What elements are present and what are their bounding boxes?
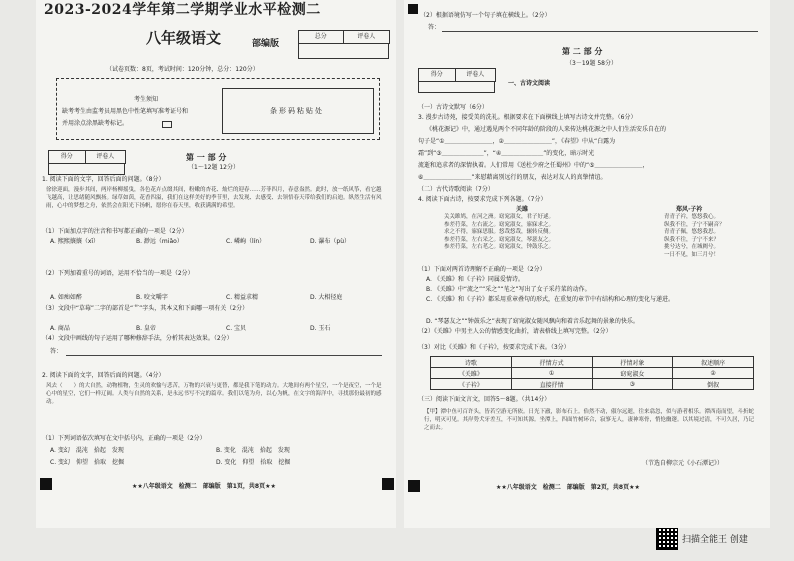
table-header: 抒情对象	[592, 357, 673, 368]
part2-score-box	[418, 68, 496, 82]
registration-mark	[40, 478, 52, 490]
table-header: 抒情方式	[511, 357, 592, 368]
answer-line[interactable]	[442, 31, 758, 32]
poem-line: 纵我不往，子宁不嗣音？	[664, 221, 725, 228]
poem-line: 青青子衿，悠悠我心。	[664, 214, 720, 220]
poem-line: 参差荇菜，左右流之。窈窕淑女，寤寐求之。	[444, 221, 555, 228]
section-1-3: （三）阅读下面文言文，回答5～8题。（共14分）	[418, 396, 551, 403]
part2-title: 第 二 部 分	[562, 47, 603, 56]
question-4: 4. 阅读下面古诗，按要求完成下列各题。（7分）	[418, 196, 547, 203]
score-label: 得分	[49, 151, 86, 163]
q1-3-option-c[interactable]: C. 宝贝	[226, 325, 247, 332]
q4-1-option-c[interactable]: C. 《关雎》和《子衿》都采用重章叠句的形式，在重复的章节中有结构和心理的变化与递进。	[426, 296, 675, 303]
grader-label: 评卷人	[466, 71, 485, 78]
answer-line[interactable]	[66, 355, 382, 356]
q2-1-option-b[interactable]: B. 变化 混沌 拾起 发现	[216, 447, 290, 454]
question-3: 3. 漫步古诗苑，接受美的洗礼。根据要求在下面横线上填写古诗文并完整。（6分）	[418, 114, 637, 121]
exam-title: 2023-2024学年第二学期学业水平检测二	[44, 2, 321, 18]
table-cell: 倒叙	[673, 379, 754, 390]
part1-subtitle: （1～12题 12分）	[188, 164, 239, 171]
passage-source: （节选自柳宗元《小石潭记》）	[642, 460, 724, 467]
exam-page-1	[36, 0, 396, 528]
q2-1-option-a[interactable]: A. 变幻 混沌 拾起 发现	[50, 447, 124, 454]
table-header-row	[431, 357, 754, 368]
q2-passage: 风去（ ）的大自然，动物植物，生灵的欢愉与悲苦，万物的兴衰与更替，都是我下笔的动力。大地间有两个星空，一个是夜空，一个是心中的星空，它们一样辽阔。人类与自然的关系，是永远书写不完的篇章。我们以笔为舟，以心为帆，在文字的海洋中，寻找那份最初的感动。	[46, 383, 382, 405]
section-1-title: 一、古诗文阅读	[508, 80, 551, 87]
q4-3: （3）对比《关雎》和《子衿》，按要求完成下表。（3分）	[418, 344, 570, 351]
q4-1-option-a[interactable]: A. 《关雎》和《子衿》同属爱情诗。	[426, 276, 524, 283]
poem-line: 一日不见，如三月兮！	[664, 251, 720, 258]
part2-score-cells[interactable]	[418, 81, 495, 93]
score-label: 得分	[419, 69, 456, 81]
table-header: 诗歌	[431, 357, 512, 368]
part1-title: 第 一 部 分	[186, 153, 227, 162]
scanner-watermark: 扫描全能王 创建	[682, 535, 748, 545]
grader-label: 评卷人	[96, 153, 115, 160]
classical-passage: 【甲】潭中鱼可百许头，皆若空游无所依。日光下澈，影布石上。佁然不动，俶尔远逝，往来翕忽，似与游者相乐。潭西南而望，斗折蛇行，明灭可见。其岸势犬牙差互，不可知其源。坐潭上，四面竹树环合，寂寥无人，凄神寒骨，悄怆幽邃。以其境过清，不可久居，乃记之而去。	[424, 409, 755, 431]
q1-1-option-c[interactable]: C. 嶙峋（lín）	[226, 238, 266, 245]
total-score-label: 总分	[299, 31, 344, 43]
exam-info: （试卷页数：8页，考试时间：120分钟，总分：120分）	[106, 66, 259, 73]
poem-line: 挑兮达兮，在城阙兮。	[664, 244, 720, 250]
q1-2-option-b[interactable]: B. 咬文嚼字	[136, 294, 168, 301]
part1-score-cells[interactable]	[48, 163, 125, 175]
q3-line-5[interactable]: ⑥＿＿＿＿＿＿＿＿”来慰藉离别远行的朋友，表达对友人的真挚情谊。	[418, 174, 607, 181]
table-header: 叙述顺序	[673, 357, 754, 368]
registration-mark	[408, 4, 418, 14]
question-2: 2. 阅读下面的文字，回答后面的问题。（4分）	[42, 372, 165, 379]
q3-line-4[interactable]: 流逝和追求者的深情执着。人们常用《送杜少府之任蜀州》中的“⑤＿＿＿＿＿＿＿＿，	[418, 162, 649, 169]
q1-2: （2）下列加着重号的词语，运用不恰当的一项是（2分）	[42, 270, 194, 277]
q1-2-option-c[interactable]: C. 精益求精	[226, 294, 259, 301]
section-1-1: （一）古诗文默写（6分）	[418, 104, 488, 111]
total-score-box	[298, 30, 390, 44]
q1-1-option-d[interactable]: D. 瀑布（pù）	[310, 238, 351, 245]
page-footer: ★★八年级语文 检测二 部编版 第1页，共8页★★	[132, 483, 276, 490]
absent-mark-box[interactable]	[162, 121, 172, 128]
subject-title: 八年级语文	[146, 29, 222, 47]
q4-1-option-b[interactable]: B. 《关雎》中“流之”“采之”“芼之”写出了女子采荇菜的动作。	[426, 286, 591, 293]
q1-passage: 徐徐迎面，漫步其间，两岸杨柳摇曳，各色花卉点缀其间，粉嫩的杏花、灿烂的迎春……芳菲四月，春意盎然。此时，放一纸风筝，看它越飞越高，让思绪随风飘扬。绿草如茵，花香四溢，我们在这样美好的季节里，去发现、去感受、去领悟春天带给我们的启迪。纵然生活有风雨，心中的梦想之舟，依然会在阳光下扬帆，愿你在春天里，收获满满的希望。	[46, 187, 382, 209]
poem-line: 关关雎鸠，在河之洲。窈窕淑女，君子好逑。	[444, 214, 555, 220]
notice-title: 考生须知	[134, 96, 159, 103]
grader-label: 评卷人	[357, 33, 376, 40]
section-1-2: （二）古代诗歌阅读（7分）	[418, 186, 494, 193]
q2-1: （1）下列词语依次填写在文中括号内，正确的一项是（2分）	[42, 435, 206, 442]
q4-2: （2）《关雎》中男主人公的情感变化曲折，请表格线上填写完整。（2分）	[418, 328, 612, 335]
poem-2-body	[664, 214, 725, 259]
q1-3-option-a[interactable]: A. 商品	[50, 325, 70, 332]
table-cell: 《子衿》	[431, 379, 512, 390]
comparison-table	[430, 356, 754, 390]
q1-4-answer: 答：	[50, 348, 63, 355]
q3-line-3[interactable]: 霜”到“③＿＿＿＿＿＿＿”，“④＿＿＿＿＿＿＿”的变化，暗示时光	[418, 150, 595, 157]
poem-line: 求之不得，寤寐思服。悠哉悠哉，辗转反侧。	[444, 229, 555, 235]
q1-3-option-b[interactable]: B. 皇帝	[136, 325, 156, 332]
page-footer: ★★八年级语文 检测二 部编版 第2页，共8页★★	[496, 484, 640, 491]
poem-1-body	[444, 214, 554, 252]
question-1: 1. 阅读下面的文字，回答后面的问题。（8分）	[42, 176, 165, 183]
total-score-cells[interactable]	[298, 43, 389, 59]
notice-line-1: 缺考考生由监考员用黑色中性笔填写准考证号和	[62, 108, 189, 115]
q1-2-option-d[interactable]: D. 大相径庭	[310, 294, 343, 301]
part2-subtitle: （3－19题 58分）	[566, 60, 617, 67]
part1-score-box	[48, 150, 126, 164]
q2-2-answer: 答：	[428, 24, 441, 31]
poem-2-title: 郑风·子衿	[676, 206, 703, 213]
q1-1-option-b[interactable]: B. 渺远（miǎo）	[136, 238, 183, 245]
table-cell[interactable]: ②	[673, 368, 754, 379]
q1-3: （3）文段中“草莓”二字的部首是“艹”字头，其本义和下面哪一项有关（2分）	[42, 305, 249, 312]
q2-1-option-c[interactable]: C. 变幻 仰望 拾取 挖掘	[50, 459, 125, 466]
poem-line: 参差荇菜，左右采之。窈窕淑女，琴瑟友之。	[444, 236, 555, 243]
q2-2: （2）根据语境仿写一个句子填在横线上。（2分）	[420, 12, 551, 19]
q1-2-option-a[interactable]: A. 如痴如醉	[50, 294, 82, 301]
q1-3-option-d[interactable]: D. 玉石	[310, 325, 331, 332]
barcode-label: 条形码粘贴处	[270, 107, 324, 115]
q1-4: （4）文段中画线的句子运用了哪种修辞手法，分析其表达效果。（2分）	[42, 335, 233, 342]
poem-line: 青青子佩，悠悠我思。	[664, 229, 720, 235]
q3-line-2[interactable]: 句子是“①＿＿＿＿＿＿＿＿，②＿＿＿＿＿＿＿＿”，《春望》中从“白露为	[418, 138, 616, 145]
table-cell: 《关雎》	[431, 368, 512, 379]
q1-1-option-a[interactable]: A. 熙熙攘攘（xī）	[50, 238, 100, 245]
notice-line-2: 并用涂点涂黑缺考标记。	[62, 120, 129, 127]
table-cell: 直接抒情	[511, 379, 592, 390]
exam-page-2	[404, 0, 770, 528]
poem-1-title: 关雎	[516, 206, 529, 213]
poem-line: 纵我不往，子宁不来？	[664, 236, 720, 243]
edition-label: 部编版	[252, 39, 280, 49]
q2-1-option-d[interactable]: D. 变化 仰望 拾取 挖掘	[216, 459, 291, 466]
q4-1: （1）下面对两首诗理解不正确的一项是（2分）	[418, 266, 546, 273]
table-row	[431, 368, 754, 379]
registration-mark	[408, 480, 420, 492]
table-cell[interactable]: ①	[511, 368, 592, 379]
poem-line: 参差荇菜，左右芼之。窈窕淑女，钟鼓乐之。	[444, 244, 555, 250]
table-cell: 窈窕淑女	[592, 368, 673, 379]
q4-1-option-d[interactable]: D. “琴瑟友之”“钟鼓乐之”表现了窈窕淑女随风飘向和着音乐起舞的景象的快乐。	[426, 318, 639, 325]
q1-1: （1）下面加点字的注音和书写都正确的一项是（2分）	[42, 228, 188, 235]
qr-code-icon	[656, 528, 678, 550]
q3-line-1: 《桃花源记》中，通过遇见两个不同年龄的阶段的人来传达桃花源之中人们生活安乐自在的	[426, 126, 667, 133]
table-cell[interactable]: ③	[592, 379, 673, 390]
table-row	[431, 379, 754, 390]
registration-mark	[382, 478, 394, 490]
